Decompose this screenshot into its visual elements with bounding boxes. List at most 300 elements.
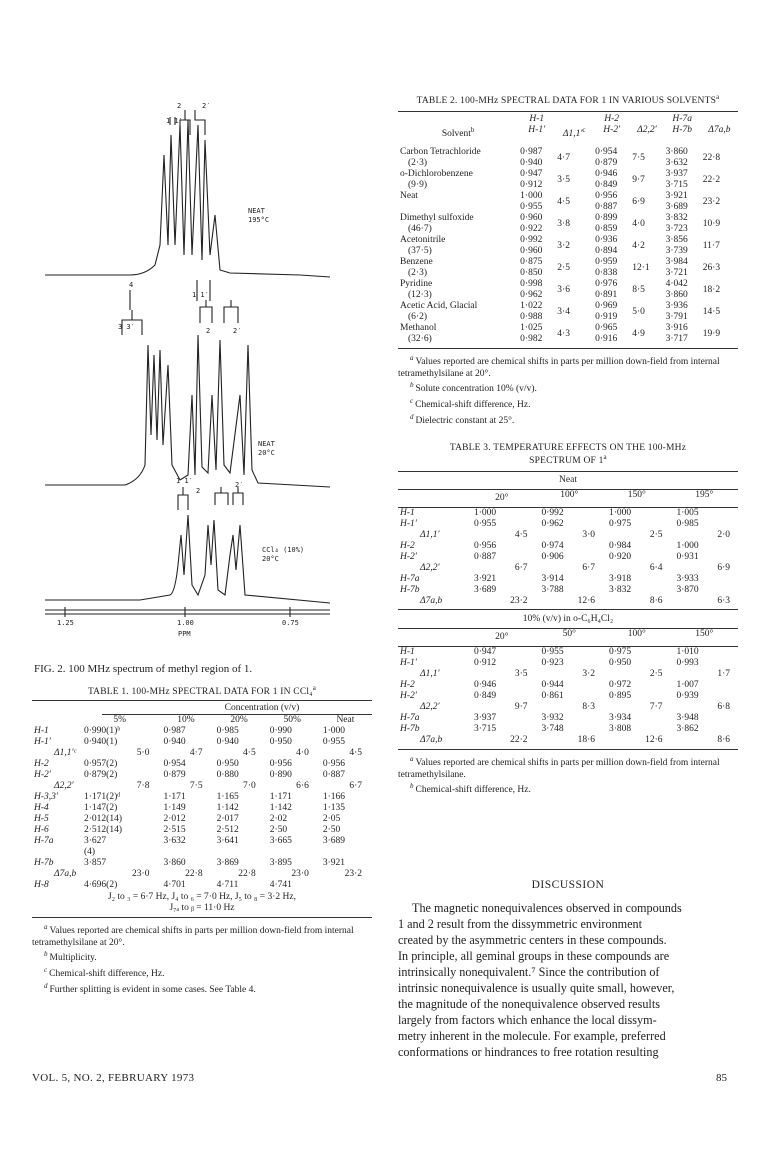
d22-value: 7·5 <box>632 152 645 163</box>
d11-value: 2·5 <box>557 262 570 273</box>
h2p-value: 0·887 <box>595 202 618 213</box>
row-label: H-1′ <box>400 658 417 669</box>
table3-temps-1 <box>398 490 738 508</box>
table-row <box>398 279 738 290</box>
table3-temp: 150° <box>627 490 646 501</box>
footnote-text: Dielectric constant at 25°. <box>415 415 515 426</box>
footnote-text: Values reported are chemical shifts in parts per million down-field from internal tetramethylsilane at 20°. <box>32 926 354 948</box>
table-row <box>398 596 738 607</box>
table-row <box>32 781 372 792</box>
cell-value: 1·149 <box>163 803 186 814</box>
cell-value: 0·972 <box>609 680 632 691</box>
cell-value: 4·0 <box>296 748 309 759</box>
discussion-line: the magnitude of the nonequivalence observed results <box>398 997 660 1011</box>
panel-label-3: CCl₄ (10%) 20°C <box>262 546 305 563</box>
row-label: H-7a <box>400 574 420 585</box>
h1-value: 0·987 <box>520 147 543 158</box>
table2 <box>398 93 738 427</box>
fig-label-2prime-mid: 2′ <box>233 327 242 335</box>
cell-value: 1·165 <box>216 792 239 803</box>
cell-value: 2·512(14) <box>84 825 122 836</box>
cell-value: 4·5 <box>349 748 362 759</box>
footnote-mark: b <box>44 950 48 959</box>
cell-value: 0·993 <box>676 658 699 669</box>
d22-value: 12·1 <box>632 262 650 273</box>
cell-value: 3·689 <box>474 585 497 596</box>
cell-value: 4·5 <box>514 530 528 541</box>
solvent-name: o-Dichlorobenzene <box>400 169 473 180</box>
row-label: Δ7a,b <box>420 735 443 746</box>
h2-value: 0·956 <box>595 191 618 202</box>
cell-value: 0·956 <box>474 541 497 552</box>
footnote <box>398 380 738 396</box>
cell-value: 1·000 <box>609 508 632 519</box>
footnote-mark: b <box>410 782 414 791</box>
cell-value: 7·0 <box>243 781 256 792</box>
cell-value: 0·955 <box>474 519 497 530</box>
cell-value: 2·5 <box>649 669 663 680</box>
cell-value: 4·696(2) <box>84 880 118 891</box>
cell-value: 4·701 <box>163 880 186 891</box>
h1-value: 0·947 <box>520 169 543 180</box>
cell-value: 3·748 <box>541 724 564 735</box>
row-label: Δ1,1′ <box>420 530 440 541</box>
spectrum-trace-neat-20 <box>45 335 330 487</box>
table2-h-h7a: H-7a <box>672 114 692 125</box>
cell-value: 3·2 <box>582 669 595 680</box>
fig-label-2prime-bot: 2′ <box>235 481 244 489</box>
cell-value: 3·689 <box>322 836 345 847</box>
axis-tick-100: 1.00 <box>177 619 194 627</box>
table1-title-mark: a <box>312 684 317 692</box>
fig-label-2-mid: 2 <box>206 327 211 335</box>
table1-col: Neat <box>336 715 355 726</box>
footnote-text: Chemical-shift difference, Hz. <box>415 785 531 796</box>
solvent-name: Dimethyl sulfoxide <box>400 213 474 224</box>
cell-value: 18·6 <box>577 735 595 746</box>
h1-value: 0·992 <box>520 235 543 246</box>
cell-value: 22·8 <box>185 869 203 880</box>
table-row <box>32 792 372 803</box>
h2-value: 0·965 <box>595 323 618 334</box>
footer-volume: VOL. 5, NO. 2, FEBRUARY 1973 <box>32 1072 195 1084</box>
h1p-value: 0·962 <box>520 290 543 301</box>
h1-value: 0·875 <box>520 257 543 268</box>
table-row <box>398 680 738 691</box>
discussion-line: intrinsically nonequivalent.⁷ Since the contribution of <box>398 965 660 979</box>
cell-value: 2·512 <box>216 825 239 836</box>
cell-value: 1·000 <box>322 726 345 737</box>
cell-value: 0·940 <box>163 737 186 748</box>
cell-value <box>159 847 212 858</box>
table3-grid-2 <box>398 629 738 746</box>
h7b-value: 3·632 <box>665 158 688 169</box>
fig-label-1-1prime: 1 1′ <box>166 117 183 125</box>
h2p-value: 0·916 <box>595 334 618 345</box>
h2p-value: 0·849 <box>595 180 618 191</box>
h7b-value: 3·860 <box>665 290 688 301</box>
cell-value: 0·940 <box>216 737 239 748</box>
solvent-name: Benzene <box>400 257 433 268</box>
table-row <box>398 574 738 585</box>
cell-value: 3·860 <box>163 858 186 869</box>
discussion-line: conformations or hindrances to free rotation resulting <box>398 1045 659 1059</box>
page-number: 85 <box>716 1072 727 1084</box>
footnote <box>398 353 738 380</box>
row-label: H-1 <box>34 726 49 737</box>
table2-title: TABLE 2. 100-MHz SPECTRAL DATA FOR 1 IN VARIOUS SOLVENTS <box>416 96 717 107</box>
d7-value: 14·5 <box>702 306 721 317</box>
cell-value <box>319 880 372 891</box>
h2-value: 0·959 <box>595 257 618 268</box>
cell-value: 0·975 <box>609 519 632 530</box>
cell-value: 2·50 <box>269 825 288 836</box>
cell-value: 3·914 <box>541 574 564 585</box>
row-label: Δ1,1′ <box>420 669 440 680</box>
table3 <box>398 443 738 797</box>
solvent-sub: (12·3) <box>408 290 432 301</box>
cell-value: 2·012(14) <box>84 814 122 825</box>
table-row <box>398 585 738 596</box>
table-row <box>398 702 738 713</box>
d11-value: 3·2 <box>557 240 570 251</box>
row-label: H-1′ <box>400 519 417 530</box>
table-row <box>398 552 738 563</box>
h1p-value: 0·982 <box>520 334 543 345</box>
cell-value: 2·017 <box>216 814 239 825</box>
cell-value: 1·171(2)ᵈ <box>84 792 121 803</box>
table2-h-h2p: H-2′ <box>603 125 621 136</box>
cell-value: 0·987 <box>163 726 186 737</box>
cell-value: 7·5 <box>189 781 203 792</box>
table-row <box>398 508 738 520</box>
fig-label-1-1prime-mid: 1 1′ <box>192 291 209 299</box>
h2p-value: 0·879 <box>595 158 618 169</box>
table1 <box>32 684 372 996</box>
cell-value: 0·947 <box>474 647 497 658</box>
solvent-name: Pyridine <box>400 279 433 290</box>
footnote <box>32 949 372 965</box>
cell-value: 6·9 <box>717 563 730 574</box>
cell-value: 0·957(2) <box>84 759 118 770</box>
cell-value: 0·912 <box>474 658 497 669</box>
solvent-name: Acetic Acid, Glacial <box>400 301 478 312</box>
cell-value: 12·6 <box>577 596 595 607</box>
cell-value: 3·857 <box>84 858 107 869</box>
figure-caption: FIG. 2. 100 MHz spectrum of methyl region of 1. <box>34 663 253 675</box>
cell-value: 6·7 <box>514 563 528 574</box>
table3-title-1: TABLE 3. TEMPERATURE EFFECTS ON THE 100-MHz <box>449 443 687 453</box>
row-label: Δ1,1′ᶜ <box>54 748 77 759</box>
table-row <box>32 748 372 759</box>
table1-header-row <box>32 715 372 726</box>
d22-value: 9·7 <box>632 174 645 185</box>
d22-value: 4·0 <box>632 218 645 229</box>
solvent-sub: (2·3) <box>408 158 427 169</box>
table-row <box>398 301 738 312</box>
cell-value: 0·984 <box>609 541 632 552</box>
d11-value: 4·5 <box>557 196 570 207</box>
cell-value: 0·940(1) <box>84 737 118 748</box>
d11-value: 4·7 <box>557 152 570 163</box>
cell-value: 0·890 <box>269 770 292 781</box>
h1p-value: 0·912 <box>520 180 543 191</box>
table3-temps-2 <box>398 629 738 647</box>
d7-value: 11·7 <box>702 240 720 251</box>
cell-value: 0·939 <box>676 691 699 702</box>
footnote <box>32 965 372 981</box>
h1-value: 0·998 <box>520 279 543 290</box>
cell-value: 1·007 <box>676 680 699 691</box>
h7b-value: 3·791 <box>665 312 688 323</box>
solvent-sub: (46·7) <box>408 224 432 235</box>
cell-value: 1·147(2) <box>84 803 118 814</box>
table2-h-d22: Δ2,2′ <box>637 125 657 136</box>
table3-temp: 195° <box>695 490 714 501</box>
cell-value: 2·50 <box>322 825 341 836</box>
cell-value: 1·166 <box>322 792 345 803</box>
table2-notes <box>398 353 738 427</box>
h1p-value: 0·922 <box>520 224 543 235</box>
footnote-mark: d <box>44 981 48 990</box>
row-label: H-2 <box>34 759 49 770</box>
table2-h-h1p: H-1′ <box>528 125 546 136</box>
cell-value <box>266 847 319 858</box>
h7a-value: 3·984 <box>665 257 688 268</box>
h2-value: 0·976 <box>595 279 618 290</box>
cell-value: 3·933 <box>676 574 699 585</box>
cell-value: 4·711 <box>216 880 239 891</box>
footnote-text: Chemical-shift difference, Hz. <box>415 400 531 411</box>
cell-value: 1·171 <box>163 792 186 803</box>
row-label: Δ7a,b <box>54 869 77 880</box>
table-row <box>398 735 738 746</box>
cell-value: 0·992 <box>541 508 564 519</box>
cell-value: 6·4 <box>649 563 663 574</box>
cell-value: 23·2 <box>510 596 528 607</box>
cell-value: 8·3 <box>582 702 595 713</box>
axis-tick-075: 0.75 <box>282 619 299 627</box>
cell-value: 3·895 <box>269 858 292 869</box>
table-row <box>398 169 738 180</box>
table1-notes <box>32 922 372 996</box>
cell-value: 3·641 <box>216 836 239 847</box>
cell-value: 3·948 <box>676 713 699 724</box>
table3-section2-label: 10% (v/v) in o-C₆H₄Cl₂ <box>398 609 738 628</box>
cell-value: 1·135 <box>322 803 345 814</box>
table3-section1-label: Neat <box>559 475 577 486</box>
cell-value: 0·906 <box>541 552 564 563</box>
table-row <box>398 691 738 702</box>
cell-value: (4) <box>84 847 96 858</box>
table1-col: 10% <box>177 715 195 726</box>
cell-value: 2·02 <box>269 814 288 825</box>
cell-value: 1·142 <box>269 803 292 814</box>
h7a-value: 3·860 <box>665 147 688 158</box>
table1-title: TABLE 1. 100-MHz SPECTRAL DATA FOR 1 IN CCl₄ <box>87 687 313 698</box>
h7b-value: 3·715 <box>665 180 688 191</box>
cell-value: 3·0 <box>582 530 595 541</box>
table2-title-mark: a <box>716 93 720 101</box>
row-label: H-5 <box>34 814 49 825</box>
h2-value: 0·899 <box>595 213 618 224</box>
cell-value: 0·849 <box>474 691 497 702</box>
fig-label-2: 2 <box>177 102 182 110</box>
cell-value: 4·741 <box>269 880 292 891</box>
table3-title-2: SPECTRUM OF 1 <box>529 456 604 467</box>
cell-value: 0·974 <box>541 541 564 552</box>
fig-label-2-bot: 2 <box>196 487 201 495</box>
row-label: Δ2,2′ <box>420 563 440 574</box>
table-row <box>398 191 738 202</box>
cell-value: 0·990(1)ᵇ <box>84 726 121 737</box>
axis-unit: PPM <box>178 630 191 638</box>
d7-value: 22·8 <box>702 152 721 163</box>
table-row <box>398 713 738 724</box>
discussion-line: In principle, all geminal groups in these compounds are <box>398 949 670 963</box>
cell-value: 0·946 <box>474 680 497 691</box>
h2p-value: 0·859 <box>595 224 618 235</box>
cell-value: 3·934 <box>609 713 632 724</box>
h1p-value: 0·960 <box>520 246 543 257</box>
solvent-name: Carbon Tetrachloride <box>400 147 481 158</box>
cell-value: 1·005 <box>676 508 699 519</box>
cell-value: 3·869 <box>216 858 239 869</box>
cell-value: 8·6 <box>717 735 730 746</box>
table-row <box>32 847 372 858</box>
table1-col: 5% <box>113 715 127 726</box>
h7a-value: 4·042 <box>665 279 688 290</box>
footnote <box>32 981 372 997</box>
d22-value: 5·0 <box>632 306 645 317</box>
table3-title-mark: a <box>603 453 607 461</box>
cell-value: 3·862 <box>676 724 699 735</box>
table-row <box>32 759 372 770</box>
table2-grid <box>398 114 738 345</box>
row-label: H-1 <box>400 647 415 658</box>
fig-label-4: 4 <box>129 281 134 289</box>
cell-value: 3·921 <box>322 858 345 869</box>
cell-value: 0·975 <box>609 647 632 658</box>
footnote-text: Further splitting is evident in some cases. See Table 4. <box>49 984 256 995</box>
cell-value: 0·956 <box>322 759 345 770</box>
discussion-heading: DISCUSSION <box>531 879 605 891</box>
cell-value: 0·954 <box>163 759 186 770</box>
d22-value: 6·9 <box>632 196 645 207</box>
table2-h-h7b: H-7b <box>672 125 692 136</box>
h7a-value: 3·937 <box>665 169 688 180</box>
cell-value: 23·0 <box>132 869 150 880</box>
h2-value: 0·969 <box>595 301 618 312</box>
h7b-value: 3·723 <box>665 224 688 235</box>
row-label: Δ2,2′ <box>54 781 74 792</box>
row-label: H-7a <box>34 836 54 847</box>
h1p-value: 0·940 <box>520 158 543 169</box>
h7a-value: 3·936 <box>665 301 688 312</box>
cell-value: 3·918 <box>609 574 632 585</box>
h1-value: 1·022 <box>520 301 543 312</box>
h1p-value: 0·988 <box>520 312 543 323</box>
cell-value <box>319 847 372 858</box>
row-label: H-2′ <box>400 552 417 563</box>
cell-value: 3·808 <box>609 724 632 735</box>
cell-value: 23·2 <box>344 869 362 880</box>
discussion-line: 1 and 2 result from the dissymmetric environment <box>398 917 643 931</box>
footnote <box>398 781 738 797</box>
row-label: H-7a <box>400 713 420 724</box>
footnote-mark: c <box>410 397 414 406</box>
h2p-value: 0·919 <box>595 312 618 323</box>
h2-value: 0·954 <box>595 147 618 158</box>
cell-value: 2·5 <box>649 530 663 541</box>
footnote-mark: a <box>44 923 48 932</box>
footnote-mark: c <box>44 965 48 974</box>
cell-value: 8·6 <box>649 596 663 607</box>
footnote-mark: b <box>410 381 414 390</box>
footnote-mark: a <box>410 755 414 764</box>
table1-grid <box>32 715 372 891</box>
d11-value: 3·4 <box>557 306 570 317</box>
h2p-value: 0·894 <box>595 246 618 257</box>
discussion-line: largely from factors which enhance the local dissym- <box>398 1013 657 1027</box>
cell-value: 9·7 <box>514 702 528 713</box>
table-row <box>398 669 738 680</box>
cell-value: 2·05 <box>322 814 341 825</box>
cell-value: 3·832 <box>609 585 632 596</box>
cell-value: 0·923 <box>541 658 564 669</box>
table-row <box>398 323 738 334</box>
row-label: Δ7a,b <box>420 596 443 607</box>
cell-value: 3·665 <box>269 836 292 847</box>
cell-value: 4·7 <box>189 748 203 759</box>
table-row <box>32 814 372 825</box>
table1-col: 50% <box>283 715 301 726</box>
cell-value: 0·950 <box>609 658 632 669</box>
footnote-mark: d <box>410 412 414 421</box>
solvent-name: Acetonitrile <box>400 235 446 246</box>
cell-value: 2·515 <box>163 825 186 836</box>
cell-value: 0·956 <box>269 759 292 770</box>
row-label <box>32 847 80 858</box>
cell-value: 12·6 <box>645 735 663 746</box>
cell-value: 4·5 <box>243 748 256 759</box>
table-row <box>398 647 738 659</box>
discussion-line: created by the asymmetric centers in these compounds. <box>398 933 667 947</box>
axis-tick-125: 1.25 <box>57 619 74 627</box>
row-label: H-1′ <box>34 737 51 748</box>
solvent-name: Neat <box>400 191 418 202</box>
cell-value: 3·627 <box>84 836 107 847</box>
h1p-value: 0·955 <box>520 202 543 213</box>
spectrum-trace-neat-195 <box>45 120 330 277</box>
cell-value: 3·788 <box>541 585 564 596</box>
cell-value: 3·932 <box>541 713 564 724</box>
h7b-value: 3·717 <box>665 334 688 345</box>
panel-label-2: NEAT 20°C <box>258 440 275 457</box>
table2-header-row-2 <box>398 125 738 145</box>
table2-h-d11: $\Delta 1,1'^c$ <box>562 126 586 140</box>
d22-value: 8·5 <box>632 284 645 295</box>
table3-notes <box>398 754 738 797</box>
d7-value: 23·2 <box>702 196 721 207</box>
cell-value: 0·887 <box>474 552 497 563</box>
h7b-value: 3·739 <box>665 246 688 257</box>
table2-h-h1: H-1 <box>529 114 545 125</box>
cell-value: 1·010 <box>676 647 699 658</box>
d11-value: 3·8 <box>557 218 570 229</box>
cell-value: 0·879(2) <box>84 770 118 781</box>
row-label: H-8 <box>34 880 49 891</box>
